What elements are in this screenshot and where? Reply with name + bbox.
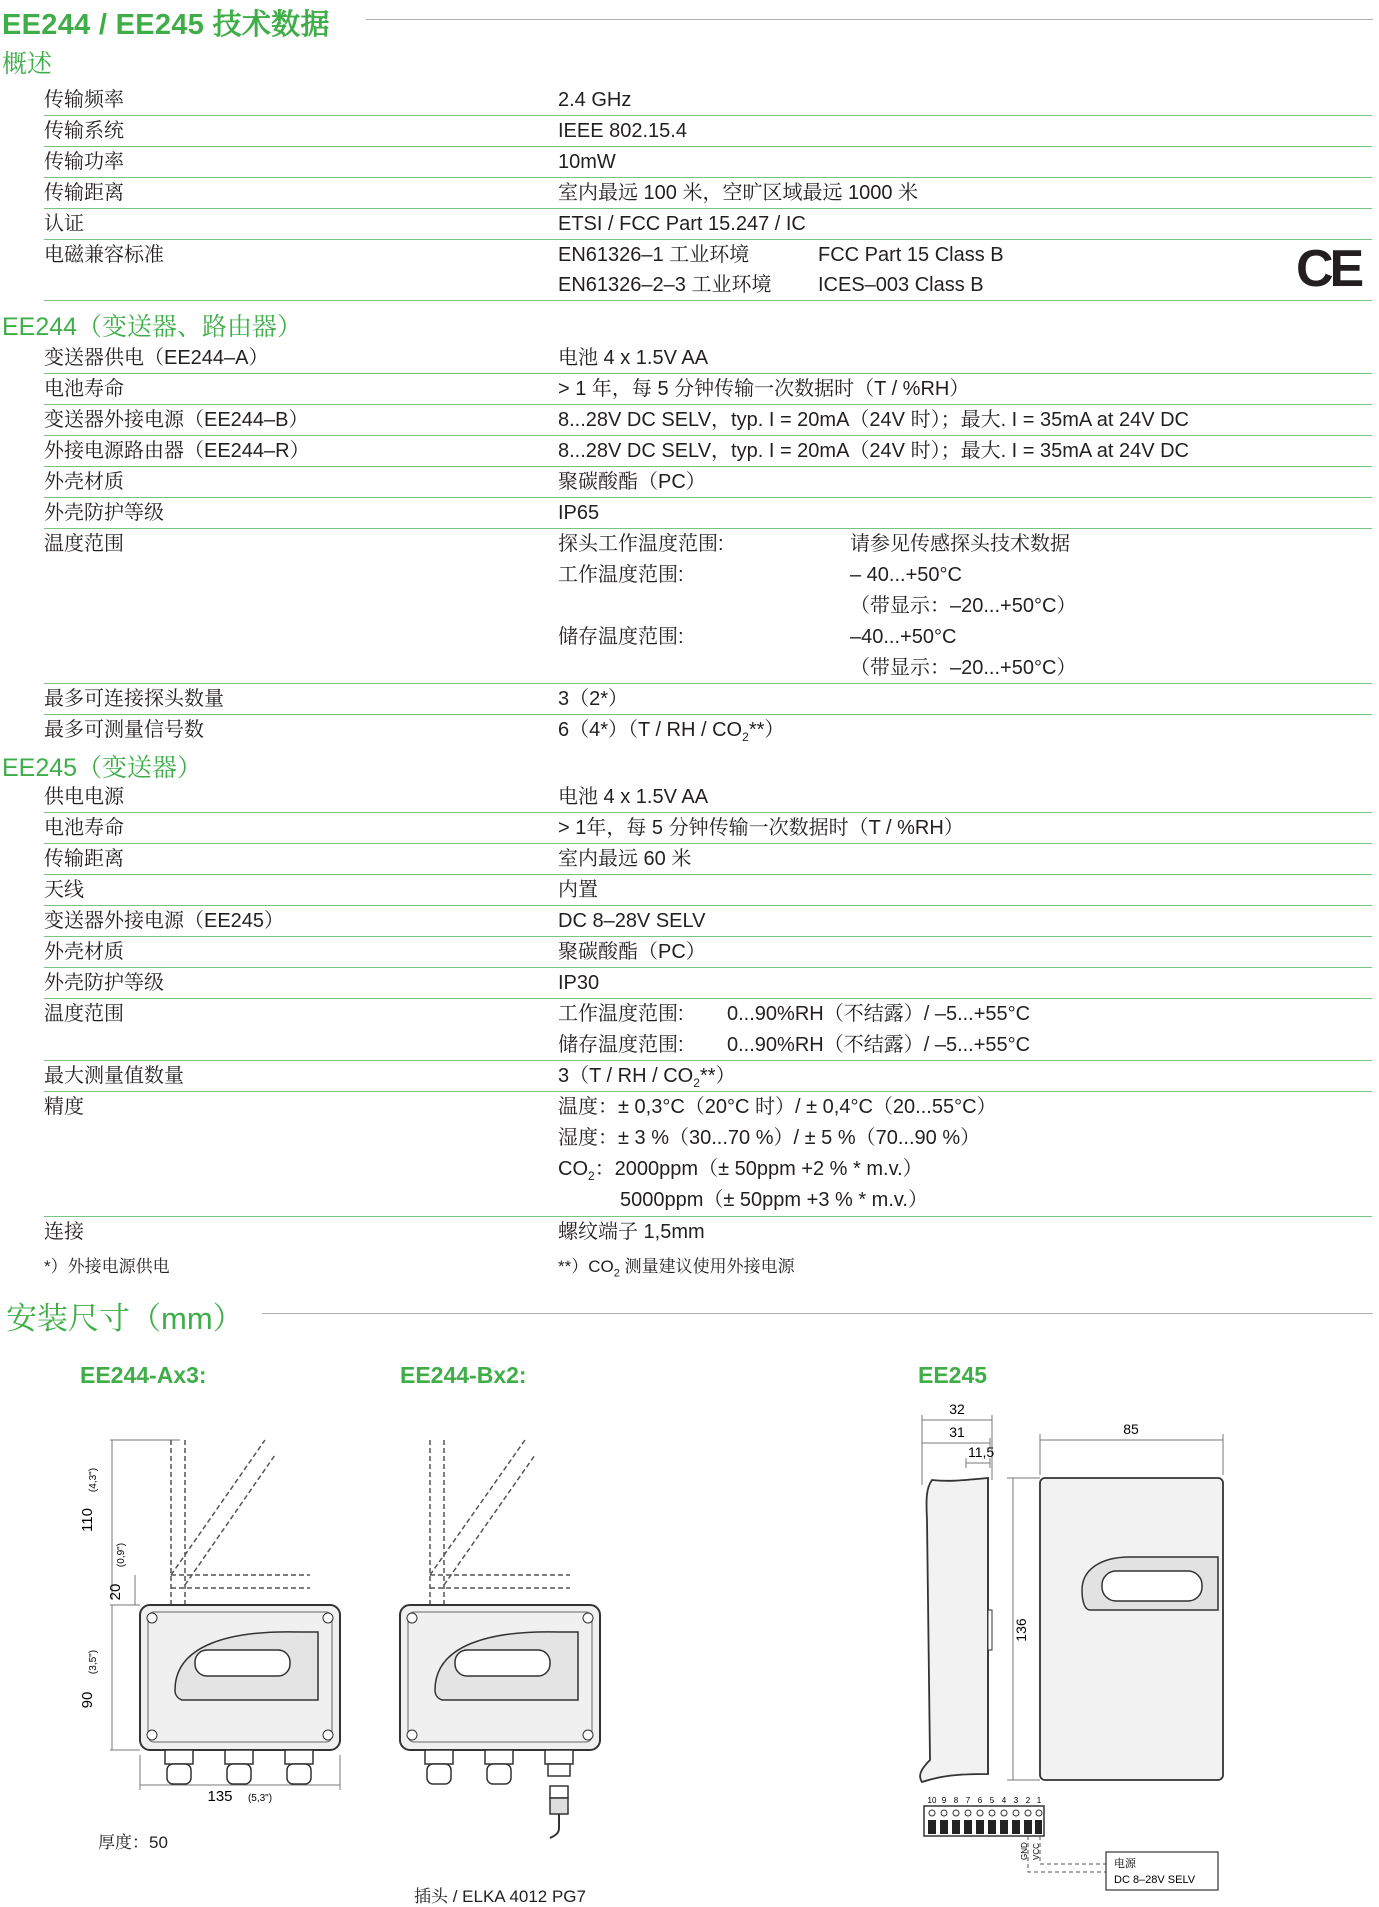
spec-label: 电磁兼容标准 [44,244,164,266]
spec-label: 传输功率 [44,151,124,173]
spec-value: > 1年，每 5 分钟传输一次数据时（T / %RH） [558,817,964,839]
dim-136: 136 [1013,1618,1029,1642]
spec-value: 电池 4 x 1.5V AA [558,347,709,369]
spec-value: 电池 4 x 1.5V AA [558,786,709,808]
accuracy-line: 5000ppm（± 50ppm +3 % * m.v.） [620,1189,928,1211]
spec-label: 最大测量值数量 [44,1065,184,1087]
dim-body-height-inch: (3,5") [88,1649,99,1675]
temp-value: 请参见传感探头技术数据 [850,533,1070,555]
thickness-caption: 厚度：50 [98,1833,168,1852]
subscript: 2 [742,730,749,744]
spec-row [44,937,1372,968]
spec-row [44,844,1372,875]
terminal-number: 1 [1036,1796,1042,1805]
subscript: 2 [588,1169,595,1183]
dim-31: 31 [949,1424,965,1440]
spec-label: 变送器外接电源（EE244–B） [44,409,309,431]
subscript: 2 [693,1076,700,1090]
dim-85: 85 [1123,1421,1139,1437]
power-value: DC 8–28V SELV [1114,1874,1196,1886]
spec-row [44,1061,1372,1092]
spec-row [44,906,1372,937]
spec-label: 外壳防护等级 [44,972,164,994]
footnote-left: *）外接电源供电 [44,1257,170,1276]
spec-value: 聚碳酸酯（PC） [558,941,706,963]
spec-value: ETSI / FCC Part 15.247 / IC [558,213,806,235]
spec-value: 8...28V DC SELV，typ. I = 20mA（24V 时）；最大. I = 35mA at 24V DC [558,440,1189,462]
footnote-right [558,1252,795,1279]
power-title: 电源 [1114,1858,1136,1870]
spec-label: 天线 [44,879,84,901]
accuracy-line: 温度：± 0,3°C（20°C 时）/ ± 0,4°C（20...55°C） [558,1096,997,1118]
spec-value: 10mW [558,151,616,173]
temp-value: –40...+50°C [850,626,957,648]
spec-label: 传输距离 [44,182,124,204]
temp-key: 储存温度范围: [558,626,684,648]
temp-value: （带显示：–20...+50°C） [850,657,1077,679]
dim-32: 32 [949,1401,965,1417]
gnd-label: GND [1020,1842,1029,1860]
dim-height-total-inch: (4,3") [88,1467,99,1493]
temp-key: 储存温度范围: [558,1034,684,1056]
ce-mark-icon: CE [1296,240,1361,298]
spec-label: 传输频率 [44,89,124,111]
spec-value: 室内最远 100 米，空旷区域最远 1000 米 [558,182,919,204]
spec-value: DC 8–28V SELV [558,910,706,932]
terminal-number: 5 [989,1796,995,1805]
model-label-ax3: EE244-Ax3: [80,1362,207,1388]
spec-label: 外壳材质 [44,941,124,963]
spec-label: 传输系统 [44,120,124,142]
spec-row [44,116,1372,147]
spec-row [44,178,1372,209]
value-suffix: **） [699,1065,736,1087]
vcc-label: VCC [1032,1843,1041,1860]
spec-label: 传输距离 [44,848,124,870]
spec-value [558,715,784,753]
temp-key: 工作温度范围: [558,564,684,586]
spec-row [44,405,1372,436]
spec-row [44,209,1372,240]
model-label-ee245: EE245 [918,1362,988,1388]
spec-label: 外壳材质 [44,471,124,493]
spec-value: 螺纹端子 1,5mm [558,1221,705,1243]
spec-row [44,467,1372,498]
spec-row [44,85,1372,116]
spec-value: 聚碳酸酯（PC） [558,471,706,493]
spec-row [44,875,1372,906]
plug-caption: 插头 / ELKA 4012 PG7 [414,1887,586,1906]
spec-value: IP30 [558,972,600,994]
spec-row [44,374,1372,405]
spec-label: 精度 [44,1096,84,1118]
value-text: 6（4*）（T / RH / CO [558,719,743,741]
emc-standard: FCC Part 15 Class B [818,244,1004,266]
spec-label: 供电电源 [44,786,124,808]
spec-value: 8...28V DC SELV，typ. I = 20mA（24V 时）；最大. I = 35mA at 24V DC [558,409,1189,431]
spec-value: IP65 [558,502,600,524]
accuracy-text: ：2000ppm（± 50ppm +2 % * m.v.） [594,1158,923,1180]
spec-value: 3（2*） [558,688,629,710]
spec-value: IEEE 802.15.4 [558,120,687,142]
spec-label: 温度范围 [44,1003,124,1025]
spec-label: 外接电源路由器（EE244–R） [44,440,310,462]
emc-standard: EN61326–1 工业环境 [558,244,750,266]
temp-key: 探头工作温度范围: [558,533,724,555]
title-row [0,2,1379,41]
title-divider [366,19,1373,20]
page-title: EE244 / EE245 技术数据 [2,9,330,41]
temp-value: 0...90%RH（不结露）/ –5...+55°C [727,1034,1031,1056]
spec-row [44,343,1372,374]
mounting-title-row [0,1293,1379,1336]
spec-label: 电池寿命 [44,817,124,839]
dim-antenna-inch: (0,9") [116,1542,127,1568]
spec-label: 变送器外接电源（EE245） [44,910,285,932]
spec-label: 最多可连接探头数量 [44,688,224,710]
terminal-number: 4 [1001,1796,1007,1805]
dim-antenna: 20 [107,1583,124,1601]
spec-label: 连接 [44,1221,84,1243]
terminal-number: 10 [927,1796,937,1805]
terminal-number: 2 [1025,1796,1031,1805]
accuracy-line: 湿度：± 3 %（30...70 %）/ ± 5 %（70...90 %） [558,1127,981,1149]
terminal-number: 7 [965,1796,971,1805]
value-text: 3（T / RH / CO [558,1065,694,1087]
mounting-divider [262,1313,1373,1314]
ee245-drawing [910,1390,1270,1900]
dim-height-total: 110 [79,1508,96,1532]
spec-label: 电池寿命 [44,378,124,400]
terminal-number: 9 [941,1796,947,1805]
terminal-number: 3 [1013,1796,1019,1805]
spec-label: 最多可测量信号数 [44,719,204,741]
dim-11-5: 11,5 [968,1444,995,1460]
spec-row [44,1092,1372,1217]
temp-value: 0...90%RH（不结露）/ –5...+55°C [727,1003,1031,1025]
mounting-title: 安装尺寸（mm） [6,1301,244,1336]
model-label-bx2: EE244-Bx2: [400,1362,527,1388]
terminal-number: 8 [953,1796,959,1805]
spec-label: 温度范围 [44,533,124,555]
spec-row [44,813,1372,844]
spec-value: 内置 [558,879,598,901]
spec-row [44,529,1372,684]
section-general-title: 概述 [2,50,53,78]
ee244-ax3-drawing [70,1400,370,1820]
spec-row [44,498,1372,529]
value-suffix: **） [748,719,785,741]
spec-row [44,147,1372,178]
spec-label: 变送器供电（EE244–A） [44,347,269,369]
temp-value: （带显示：–20...+50°C） [850,595,1077,617]
spec-row [44,436,1372,467]
spec-row [44,684,1372,715]
dim-width-inch: (5,3") [247,1793,273,1804]
dim-width: 135 [207,1788,233,1805]
spec-row [44,782,1372,813]
temp-value: – 40...+50°C [850,564,962,586]
accuracy-prefix: CO [558,1158,588,1180]
spec-row [44,968,1372,999]
spec-label: 认证 [44,213,84,235]
subscript: 2 [613,1267,620,1280]
spec-row [44,715,1372,745]
emc-standard: EN61326–2–3 工业环境 [558,274,772,296]
spec-value: 2.4 GHz [558,89,632,111]
ee244-bx2-drawing [390,1400,620,1840]
dim-body-height: 90 [79,1691,96,1709]
section-ee245-title: EE245（变送器） [2,754,203,782]
spec-row [44,1217,1372,1247]
spec-value: > 1 年，每 5 分钟传输一次数据时（T / %RH） [558,378,970,400]
temp-key: 工作温度范围: [558,1003,684,1025]
spec-row [44,999,1372,1061]
emc-standard: ICES–003 Class B [818,274,984,296]
section-ee244-title: EE244（变送器、路由器） [2,313,303,341]
spec-row [44,240,1372,301]
footnote-right-prefix: **）CO [558,1257,614,1276]
footnote-right-text: 测量建议使用外接电源 [619,1257,795,1276]
spec-label: 外壳防护等级 [44,502,164,524]
spec-value: 室内最远 60 米 [558,848,692,870]
terminal-number: 6 [977,1796,983,1805]
